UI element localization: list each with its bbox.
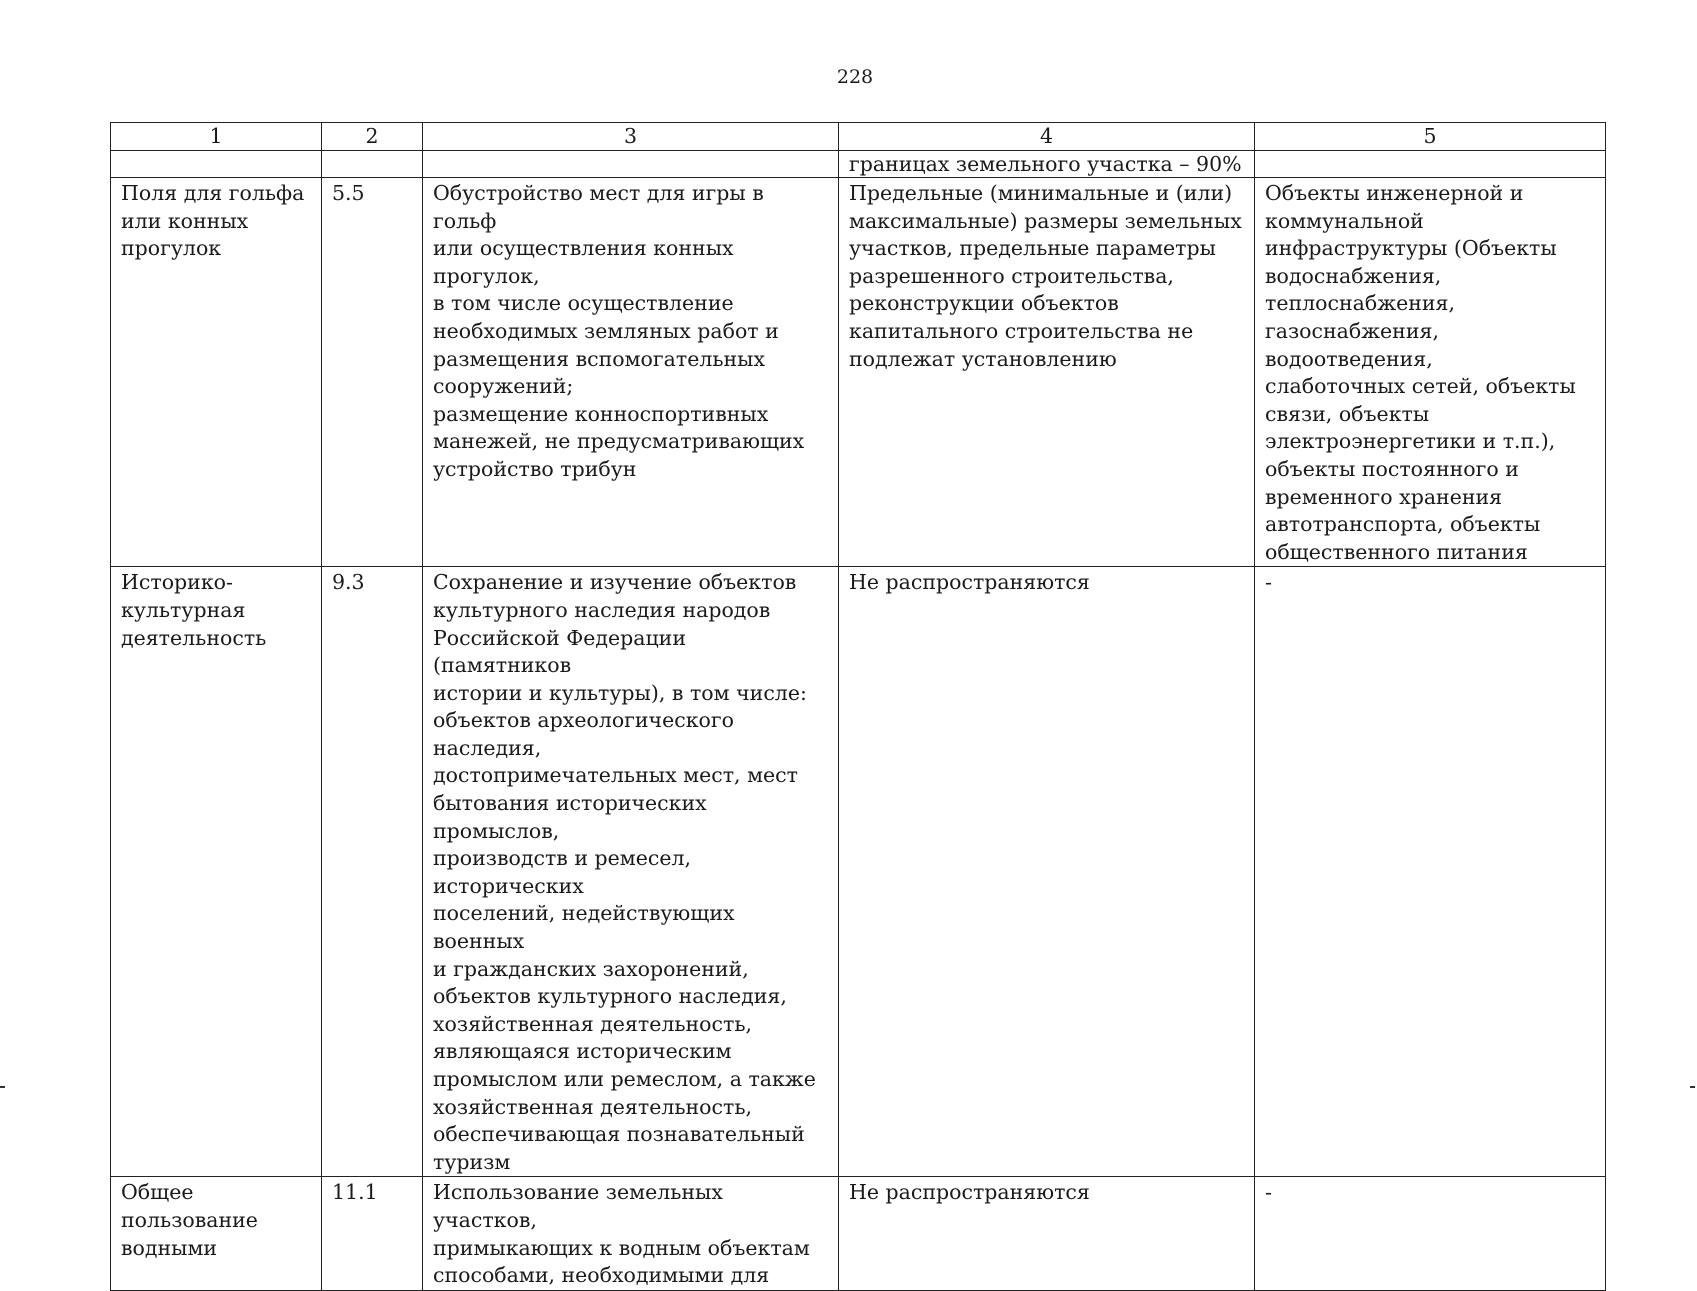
header-col-4: 4 — [839, 123, 1255, 151]
auxiliary-uses: Объекты инженерной и коммунальной инфраструктуры (Объекты водоснабжения, теплоснабжения, газоснабжения, водоотведения, слаботочных сетей, объекты связи, объекты электроэнергетики и т.п.), объекты постоянного и временного хранения автотранспорта, объекты общественного питания — [1255, 178, 1606, 567]
table-row — [111, 567, 1606, 1177]
use-type-name: Общее пользование водными — [111, 1177, 322, 1290]
scan-edge-mark-right — [1690, 1086, 1695, 1088]
continuation-cell-2 — [322, 151, 423, 178]
table-row — [111, 178, 1606, 567]
header-col-2: 2 — [322, 123, 423, 151]
construction-parameters: Предельные (минимальные и (или) максимальные) размеры земельных участков, предельные параметры разрешенного строительства, реконструкции объектов капитального строительства не подлежат установлению — [839, 178, 1255, 567]
column-number-header-row — [111, 123, 1606, 151]
header-col-3: 3 — [423, 123, 839, 151]
use-type-code: 5.5 — [322, 178, 423, 567]
use-type-name: Поля для гольфа или конных прогулок — [111, 178, 322, 567]
scan-edge-mark-left — [0, 1086, 5, 1088]
use-type-description: Сохранение и изучение объектов культурного наследия народов Российской Федерации (памятников истории и культуры), в том числе: объектов археологического наследия, достопримечательных мест, мест бытования исторических промыслов, производств и ремесел, исторических поселений, недействующих военных и гражданских захоронений, объектов культурного наследия, хозяйственная деятельность, являющаяся историческим промыслом или ремеслом, а также хозяйственная деятельность, обеспечивающая познавательный туризм — [423, 567, 839, 1177]
page-number: 228 — [836, 66, 874, 88]
header-col-5: 5 — [1255, 123, 1606, 151]
continuation-row — [111, 151, 1606, 178]
use-type-description: Использование земельных участков, примыкающих к водным объектам способами, необходимыми для — [423, 1177, 839, 1290]
table-row — [111, 1177, 1606, 1290]
use-type-code: 9.3 — [322, 567, 423, 1177]
header-col-1: 1 — [111, 123, 322, 151]
land-use-table — [110, 122, 1606, 1291]
construction-parameters: Не распространяются — [839, 1177, 1255, 1290]
construction-parameters: Не распространяются — [839, 567, 1255, 1177]
continuation-cell-5 — [1255, 151, 1606, 178]
continuation-cell-3 — [423, 151, 839, 178]
continuation-cell-1 — [111, 151, 322, 178]
use-type-name: Историко- культурная деятельность — [111, 567, 322, 1177]
use-type-description: Обустройство мест для игры в гольф или осуществления конных прогулок, в том числе осуществление необходимых земляных работ и размещения вспомогательных сооружений; размещение конноспортивных манежей, не предусматривающих устройство трибун — [423, 178, 839, 567]
auxiliary-uses: - — [1255, 567, 1606, 1177]
use-type-code: 11.1 — [322, 1177, 423, 1290]
auxiliary-uses: - — [1255, 1177, 1606, 1290]
continuation-cell-4: границах земельного участка – 90% — [839, 151, 1255, 178]
